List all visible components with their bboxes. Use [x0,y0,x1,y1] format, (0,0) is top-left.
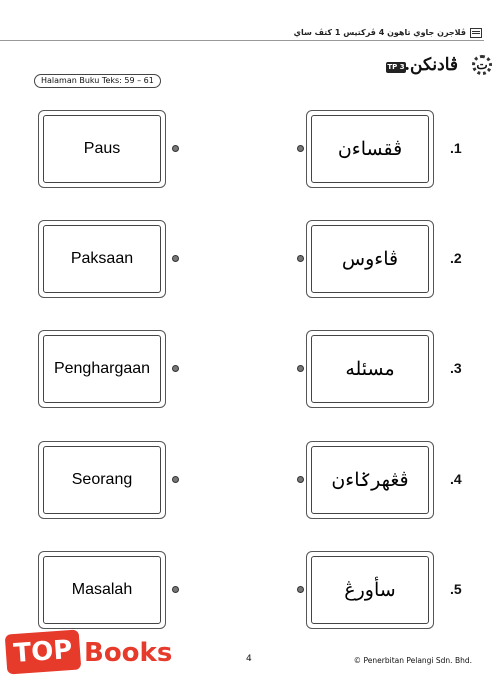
match-dot-left-2[interactable] [172,255,179,262]
rumi-card-5 [38,551,166,629]
match-dot-right-4[interactable] [297,476,304,483]
match-dot-right-5[interactable] [297,586,304,593]
item-number: .4 [450,471,462,487]
watermark-logo [0,624,185,676]
rumi-word: Paus [83,140,121,157]
jawi-word: ڤاءوس [341,248,399,270]
item-number: .3 [450,360,462,376]
jawi-card-1 [306,110,434,188]
gear-badge-icon [472,55,492,75]
watermark-books: Books [84,638,173,668]
textbook-reference: Halaman Buku Teks: 59 – 61 [34,74,161,88]
rumi-card-1 [38,110,166,188]
watermark-top: TOP [5,629,82,674]
tp-level-badge: TP 3 [387,63,405,71]
jawi-card-5 [306,551,434,629]
jawi-card-4 [306,441,434,519]
running-header: ڤلاجرن جاوي تاهون 4 ڤرکتيس 1 کتڤ ساي [293,28,466,37]
page-number: 4 [246,654,252,664]
match-dot-right-3[interactable] [297,365,304,372]
match-dot-left-4[interactable] [172,476,179,483]
match-dot-right-1[interactable] [297,145,304,152]
rumi-card-2 [38,220,166,298]
jawi-word: ڤقساءن [337,138,403,160]
publisher-credit: © Penerbitan Pelangi Sdn. Bhd. [353,656,472,665]
rumi-card-4 [38,441,166,519]
jawi-word: سأورڠ [344,579,396,601]
jawi-card-3 [306,330,434,408]
item-number: .5 [450,581,462,597]
jawi-word: ڤڠهرݢاءن [331,469,409,491]
header-divider [0,40,484,41]
badge-letter: ت [476,58,488,72]
item-number: .2 [450,250,462,266]
rumi-word: Penghargaan [53,360,151,377]
match-dot-left-5[interactable] [172,586,179,593]
match-dot-left-1[interactable] [172,145,179,152]
jawi-word: مسئله [345,358,395,380]
rumi-card-3 [38,330,166,408]
rumi-word: Paksaan [70,250,134,267]
book-icon [470,28,482,38]
item-number: .1 [450,140,462,156]
rumi-word: Masalah [71,581,133,598]
match-dot-right-2[interactable] [297,255,304,262]
rumi-word: Seorang [71,471,133,488]
match-dot-left-3[interactable] [172,365,179,372]
instruction-title: ڤادنکن. [404,55,458,75]
jawi-card-2 [306,220,434,298]
